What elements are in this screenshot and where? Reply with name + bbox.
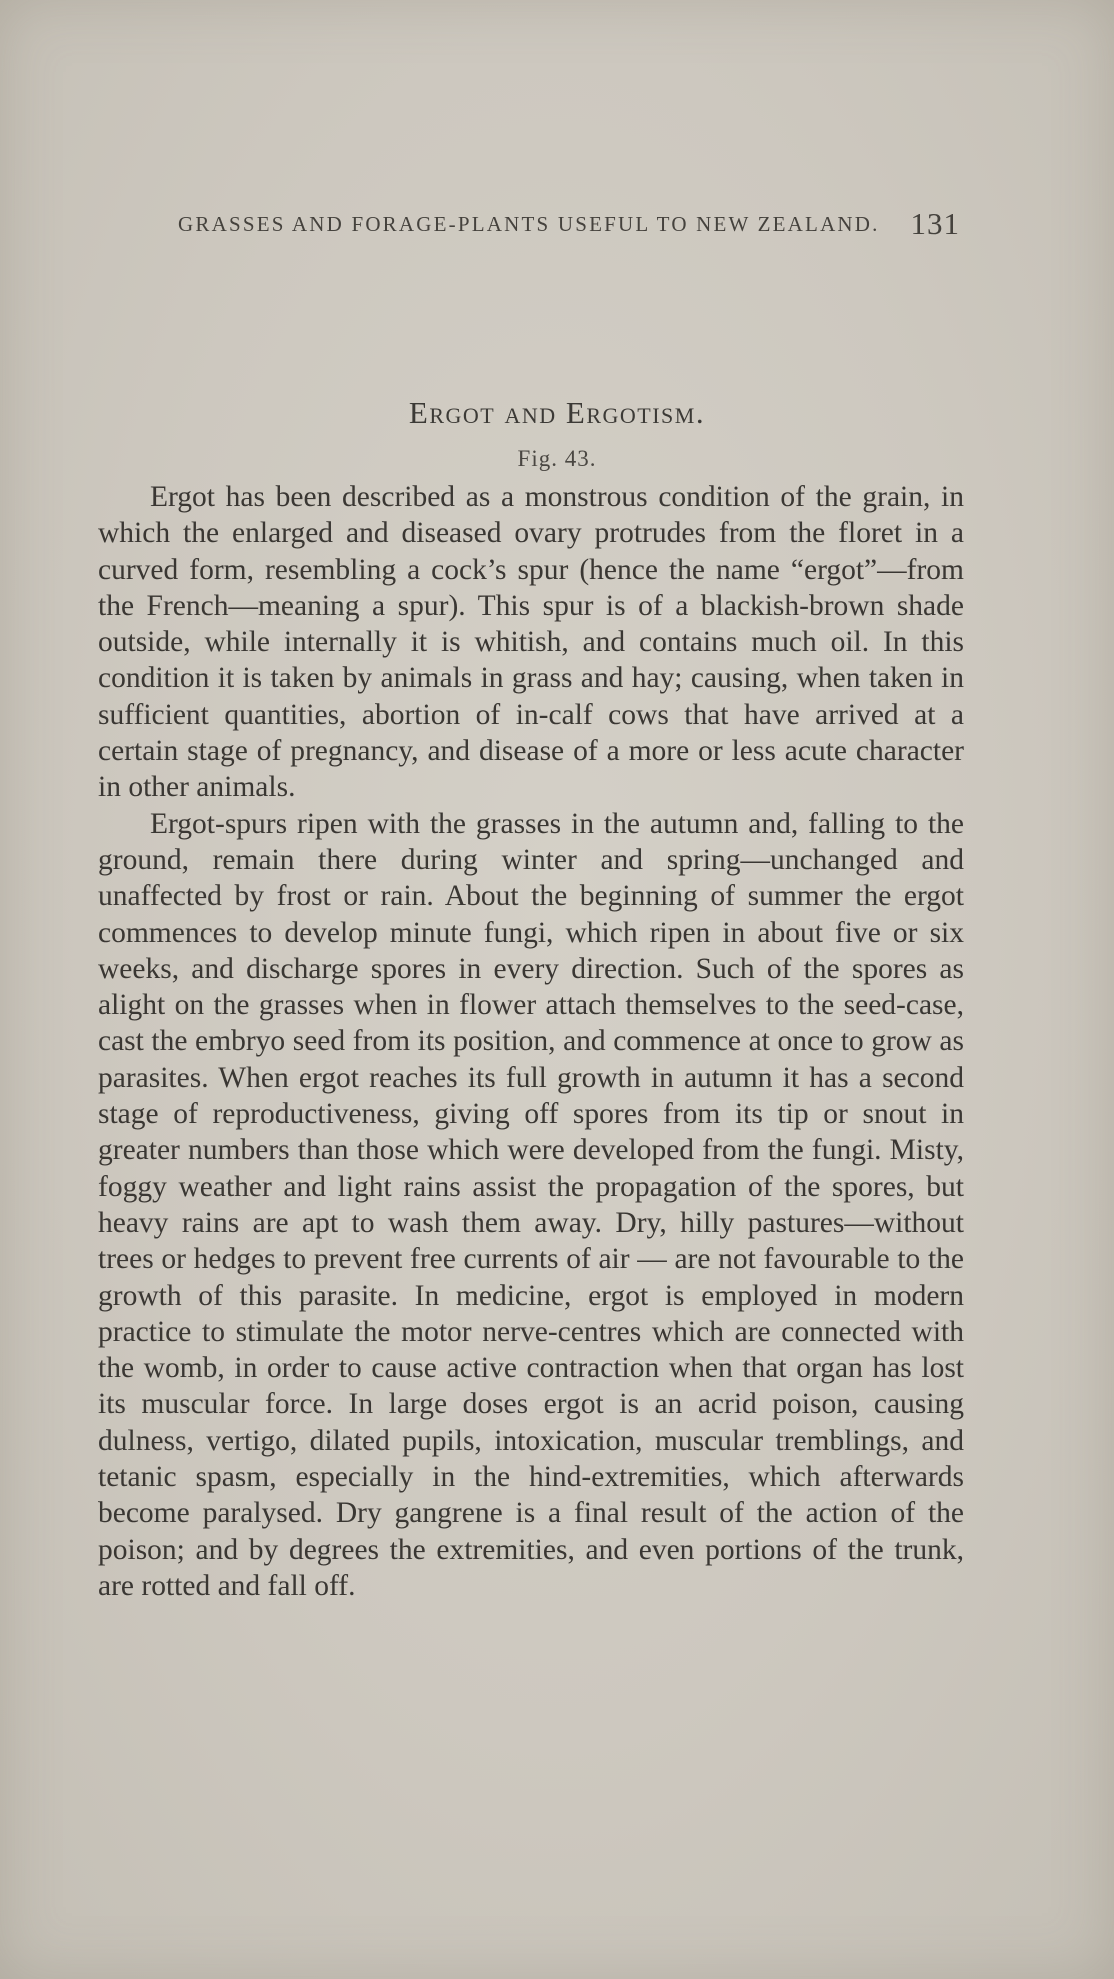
section-heading: Ergot and Ergotism. xyxy=(408,395,706,430)
running-head-title: GRASSES AND FORAGE-PLANTS USEFUL TO NEW ZEALAND. xyxy=(178,212,880,236)
running-head xyxy=(178,206,960,240)
figure-label: Fig. 43. xyxy=(517,446,597,471)
body-text xyxy=(98,479,964,1604)
paragraph: Ergot-spurs ripen with the grasses in the autumn and, falling to the ground, remain there during winter and spring—unchanged and unaffected by frost or rain. About the beginning of summer the ergot commences to develop minute fungi, which ripen in about five or six weeks, and discharge spores in every direction. Such of the spores as alight on the grasses when in flower attach themselves to the seed-case, cast the embryo seed from its position, and commence at once to grow as parasites. When ergot reaches its full growth in autumn it has a second stage of reproductiveness, giving off spores from its tip or snout in greater numbers than those which were developed from the fungi. Misty, foggy weather and light rains assist the propagation of the spores, but heavy rains are apt to wash them away. Dry, hilly pastures—without trees or hedges to prevent free currents of air — are not favourable to the growth of this parasite. In medicine, ergot is employed in modern practice to stimulate the motor nerve-centres which are connected with the womb, in order to cause active contraction when that organ has lost its muscular force. In large doses ergot is an acrid poison, causing dulness, vertigo, dilated pupils, intoxication, muscular tremblings, and tetanic spasm, especially in the hind-extremities, which afterwards become paralysed. Dry gangrene is a final result of the action of the poison; and by degrees the extremities, and even portions of the trunk, are rotted and fall off. xyxy=(98,807,964,1602)
page-number: 131 xyxy=(910,206,960,241)
paragraph: Ergot has been described as a monstrous condition of the grain, in which the enlarged and diseased ovary protrudes from the floret in a curved form, resembling a cock’s spur (hence the name “ergot”—from the French—meaning a spur). This spur is of a blackish-brown shade outside, while internally it is whitish, and contains much oil. In this condition it is taken by animals in grass and hay; causing, when taken in sufficient quantities, abortion of in-calf cows that have arrived at a certain stage of pregnancy, and disease of a more or less acute character in other animals. xyxy=(98,481,964,804)
